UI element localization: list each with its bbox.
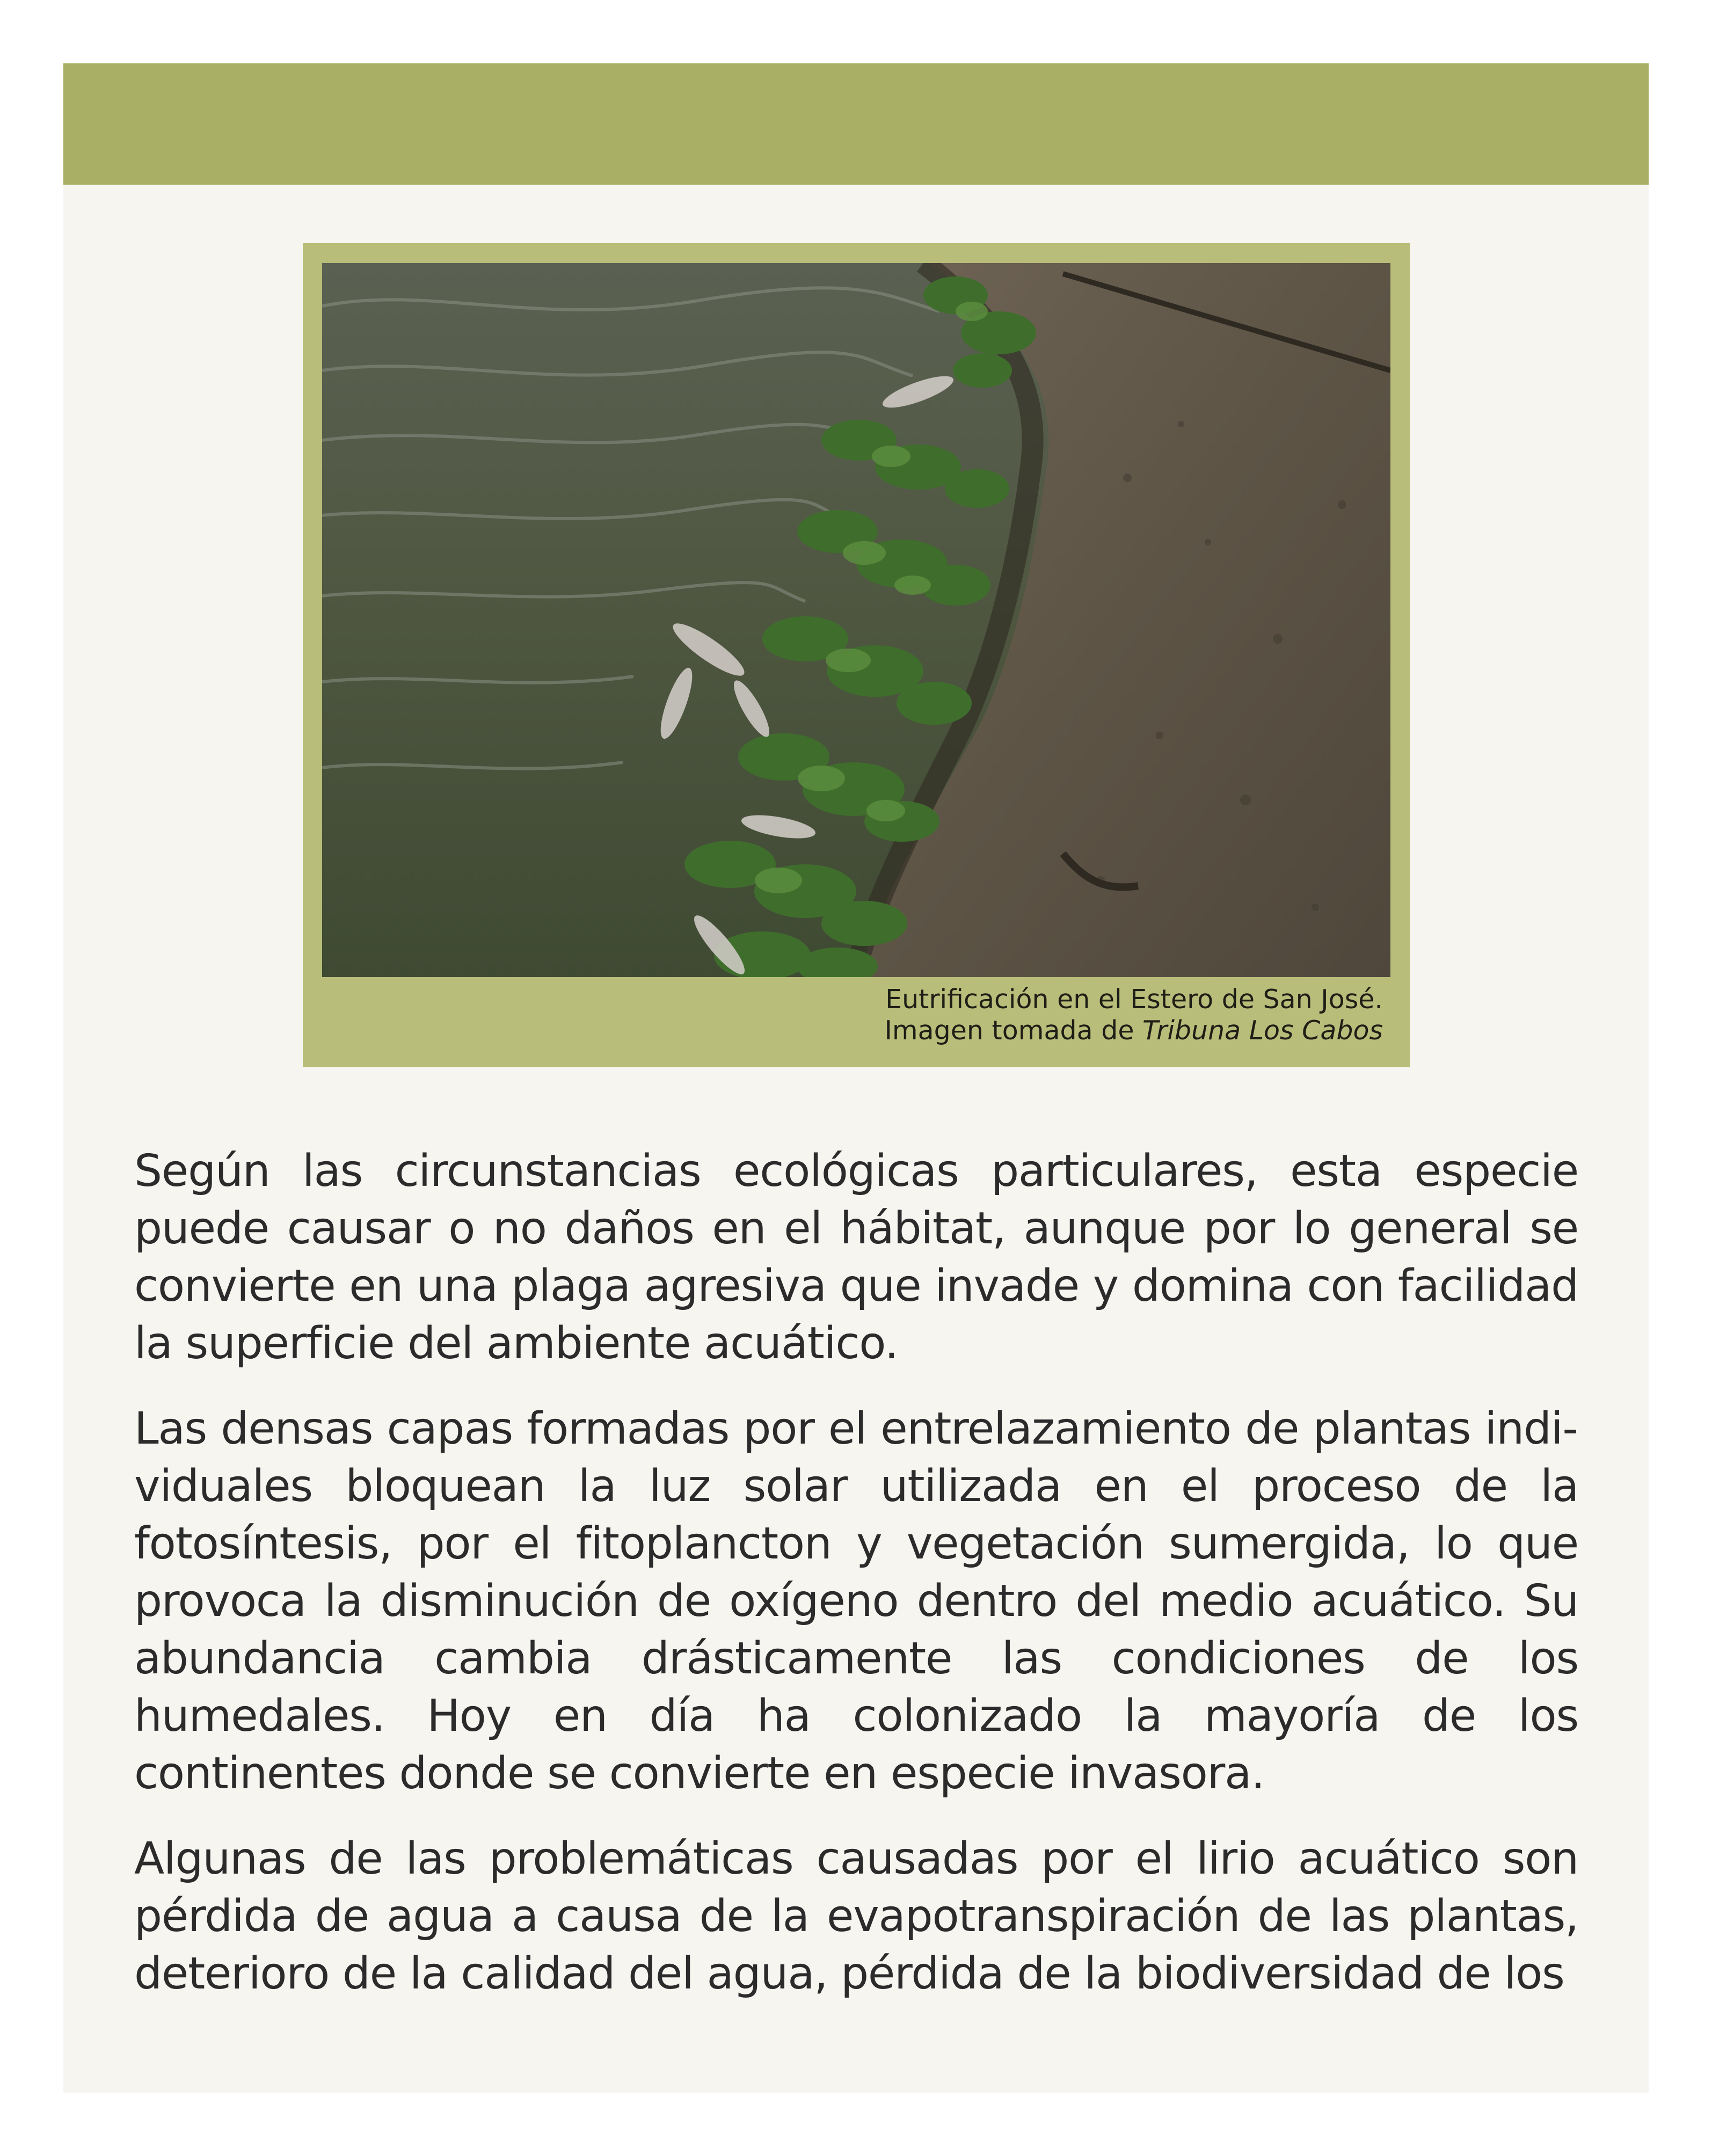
body-text (134, 1142, 1578, 2030)
figure-caption (884, 984, 1383, 1046)
caption-line-1: Eutrificación en el Estero de San José. (885, 984, 1383, 1015)
paragraph-2: Las densas capas formadas por el entrelazamiento de plantas individuales bloquean la luz solar utilizada en el proceso de la fotosíntesis, por el fitoplancton y vegetación sumergida, lo que provoca la disminución de oxígeno dentro del medio acuático. Su abundancia cambia drásticamente las condiciones de los humedales. Hoy en día ha colonizado la mayoría de los continentes donde se convierte en especie invasora. (134, 1403, 1578, 1799)
figure-frame (303, 243, 1410, 1067)
caption-source-name: Tribuna Los Cabos (1142, 1015, 1383, 1046)
paragraph-1: Según las circunstancias ecológicas particulares, esta especie puede causar o no daños en el hábitat, aunque por lo general se convierte en una plaga agresiva que invade y domina con facilidad la superficie del ambiente acuático. (134, 1146, 1578, 1369)
eutrophication-photo (322, 263, 1390, 977)
header-band (63, 63, 1649, 185)
photo-illustration (322, 263, 1390, 977)
page (63, 63, 1649, 2093)
caption-source-prefix: Imagen tomada de (884, 1015, 1143, 1046)
caption-line-2 (884, 1015, 1383, 1046)
paragraph-3: Algunas de las problemáticas causadas por el lirio acuático son pérdida de agua a causa de la evapotranspiración de las plantas, deterioro de la calidad del agua, pérdida de la biodiversidad de los (134, 1833, 1578, 1999)
